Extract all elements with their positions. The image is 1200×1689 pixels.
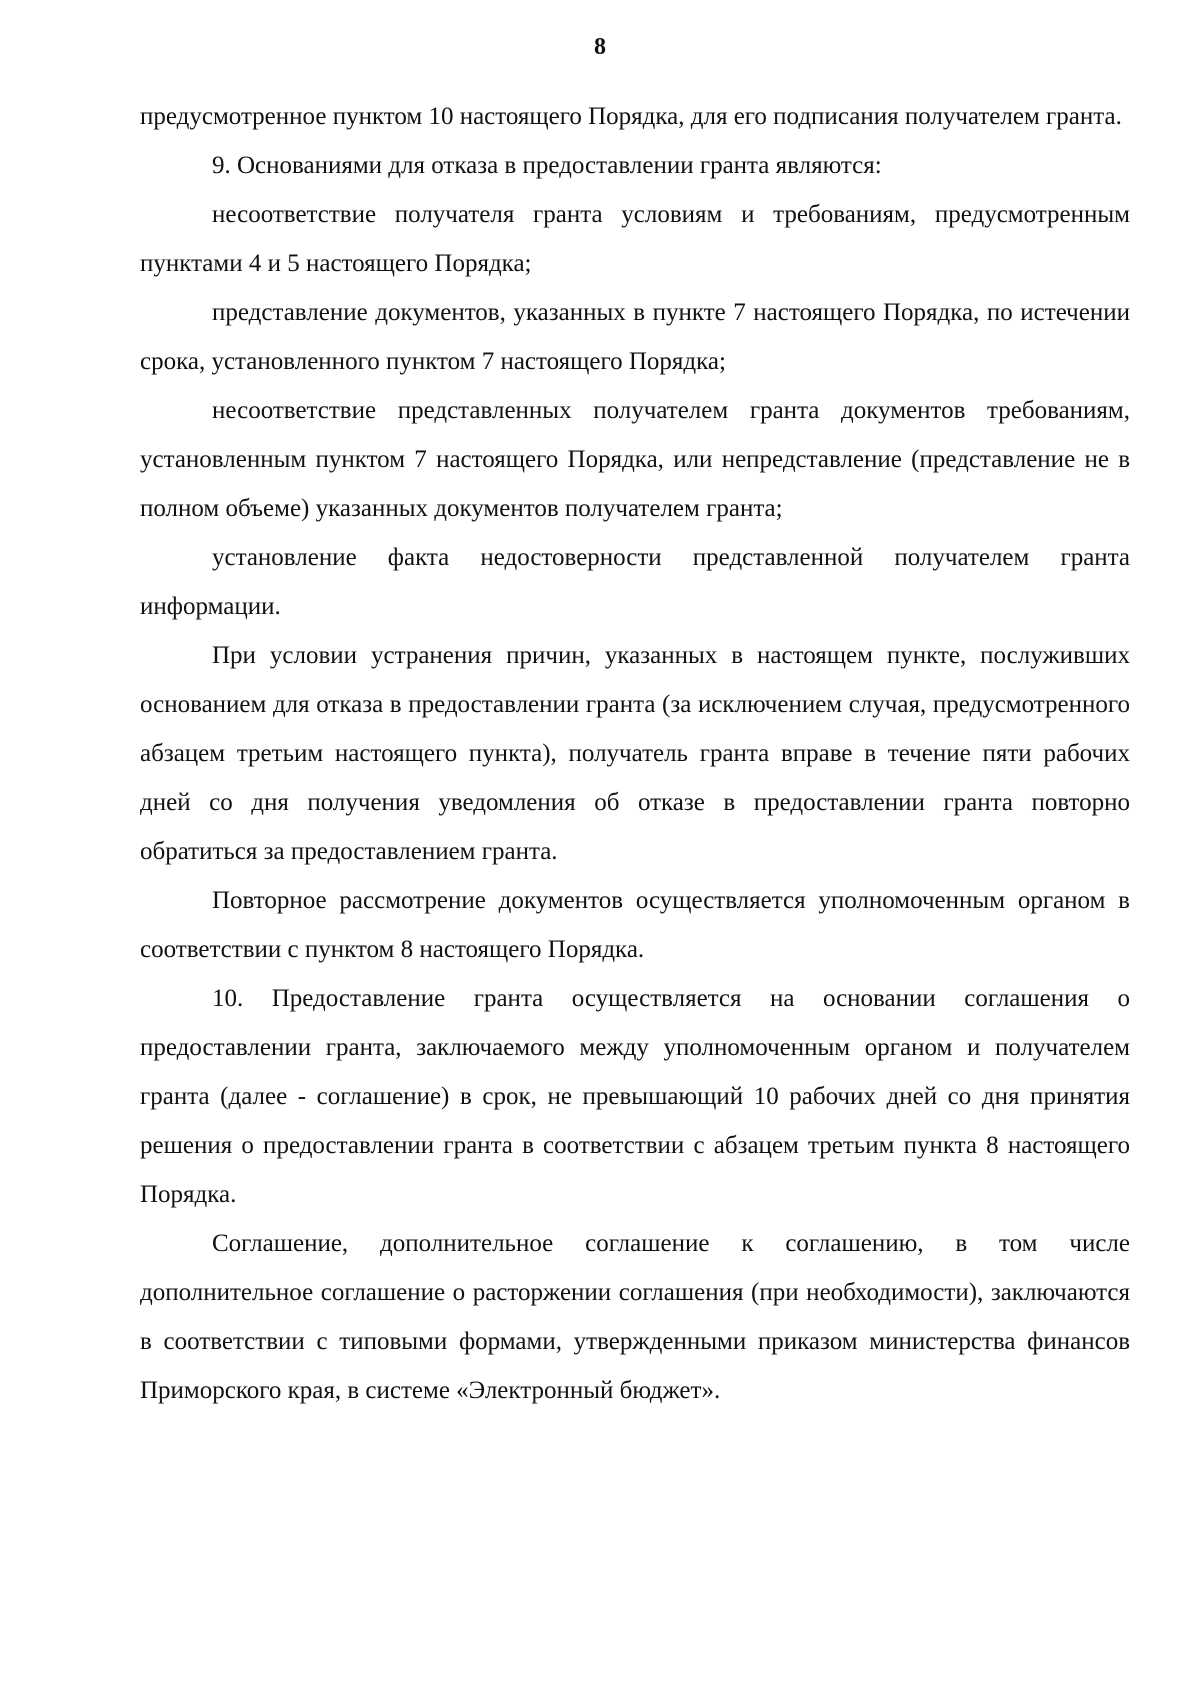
paragraph-reapplication: При условии устранения причин, указанных в настоящем пункте, послуживших основанием для отказа в предоставлении гранта (за исключением случая, предусмотренного абзацем третьим настоящего пункта), получатель гранта вправе в течение пяти рабочих дней со дня получения уведомления об отказе в предоставлении гранта повторно обратиться за предоставлением гранта. — [140, 642, 1130, 865]
paragraph-item-9-heading: 9. Основаниями для отказа в предоставлении гранта являются: — [212, 152, 882, 179]
paragraph-ground-documents-mismatch: несоответствие представленных получателем гранта документов требованиям, установленным пунктом 7 настоящего Порядка, или непредставление (представление не в полном объеме) указанных документов получателем гранта; — [140, 397, 1130, 522]
document-body — [140, 92, 1130, 1415]
paragraph-ground-false-information: установление факта недостоверности представленной получателем гранта информации. — [140, 544, 1130, 620]
paragraph-repeat-review: Повторное рассмотрение документов осуществляется уполномоченным органом в соответствии с пунктом 8 настоящего Порядка. — [140, 887, 1130, 963]
paragraph-agreement-forms: Соглашение, дополнительное соглашение к соглашению, в том числе дополнительное соглашение о расторжении соглашения (при необходимости), заключаются в соответствии с типовыми формами, утвержденными приказом министерства финансов Приморского края, в системе «Электронный бюджет». — [140, 1230, 1130, 1404]
page-number: 8 — [594, 34, 606, 60]
paragraph-ground-late-submission: представление документов, указанных в пункте 7 настоящего Порядка, по истечении срока, установленного пунктом 7 настоящего Порядка; — [140, 299, 1130, 375]
paragraph-ground-nonconformity: несоответствие получателя гранта условиям и требованиям, предусмотренным пунктами 4 и 5 настоящего Порядка; — [140, 201, 1130, 277]
paragraph-continuation: предусмотренное пунктом 10 настоящего Порядка, для его подписания получателем гранта. — [140, 103, 1122, 130]
paragraph-item-10: 10. Предоставление гранта осуществляется на основании соглашения о предоставлении гранта, заключаемого между уполномоченным органом и получателем гранта (далее - соглашение) в срок, не превышающий 10 рабочих дней со дня принятия решения о предоставлении гранта в соответствии с абзацем третьим пункта 8 настоящего Порядка. — [140, 985, 1130, 1208]
